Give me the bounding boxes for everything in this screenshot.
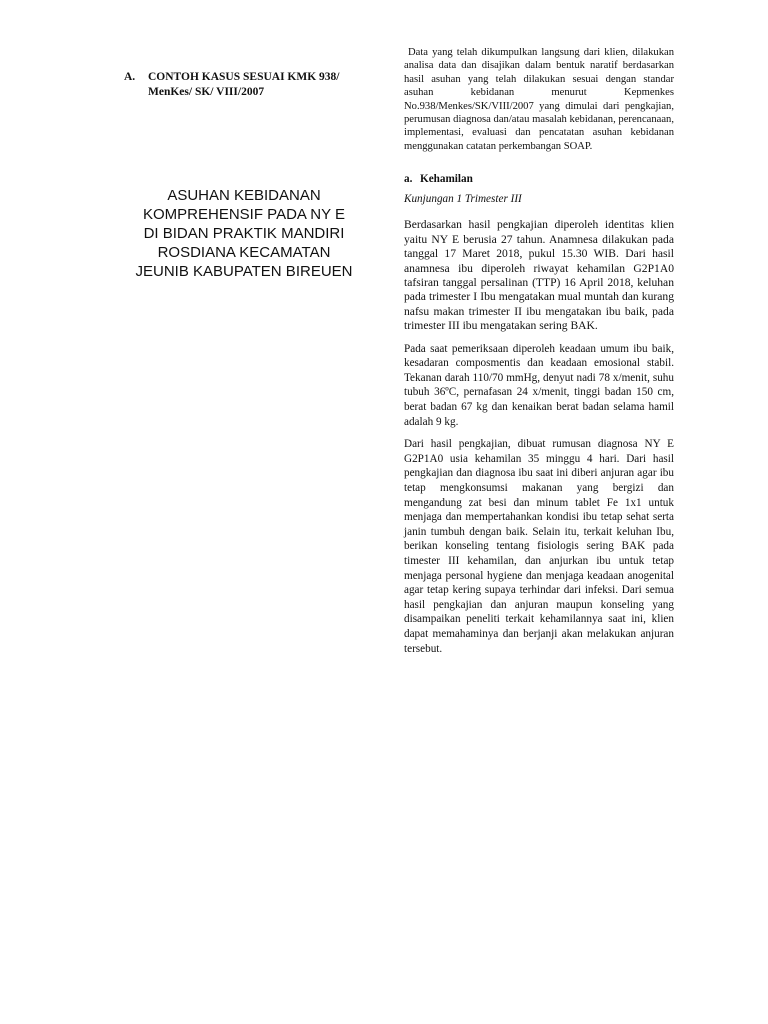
section-heading-line1: CONTOH KASUS SESUAI KMK 938/	[148, 71, 340, 83]
title-line: DI BIDAN PRAKTIK MANDIRI	[143, 225, 345, 242]
subsection-letter: a.	[404, 173, 413, 186]
title-line: ROSDIANA KECAMATAN	[157, 244, 331, 261]
document-title	[124, 186, 364, 281]
subsection-heading	[404, 173, 674, 187]
visit-label: Kunjungan 1 Trimester III	[404, 192, 522, 205]
section-heading-line2: MenKes/ SK/ VIII/2007	[148, 86, 265, 98]
right-column	[404, 46, 674, 666]
intro-paragraph: Data yang telah dikumpulkan langsung dari klien, dilakukan analisa data dan disajikan dalam bentuk naratif berdasarkan hasil asuhan yang telah dilakukan sesuai dengan standar asuhan kebidanan menurut Kepmenkes No.938/Menkes/SK/VIII/2007 yang dimulai dari pengkajian, perumusan diagnosa dan/atau masalah kebidanan, perencanaan, implementasi, evaluasi dan pencatatan asuhan kebidanan menggunakan catatan perkembangan SOAP.	[404, 47, 674, 152]
title-line: KOMPREHENSIF PADA NY E	[143, 206, 345, 223]
title-line: ASUHAN KEBIDANAN	[167, 187, 321, 204]
title-line: JEUNIB KABUPATEN BIREUEN	[135, 263, 353, 280]
body-paragraph-anamnesa: Berdasarkan hasil pengkajian diperoleh identitas klien yaitu NY E berusia 27 tahun. Anamnesa dilakukan pada tanggal 17 Maret 2018, pukul 15.30 WIB. Dari hasil anamnesa ibu diperoleh riwayat kehamilan G2P1A0 tafsiran tanggal persalinan (TTP) 16 April 2018, keluhan pada trimester I Ibu mengatakan mual muntah dan kurang nafsu makan trimester II ibu mengatakan ibu baik, pada trimester III ibu mengatakan sering BAK.	[404, 218, 674, 333]
section-letter: A.	[124, 71, 136, 83]
body-paragraph-diagnosa: Dari hasil pengkajian, dibuat rumusan diagnosa NY E G2P1A0 usia kehamilan 35 minggu 4 hari. Dari hasil pengkajian dan diagnosa ibu saat ini diberi anjuran agar ibu tetap mengkonsumsi makanan yang bergizi dan mengandung zat besi dan minum tablet Fe 1x1 untuk menjaga dan mempertahankan kondisi ibu tetap sehat serta janin tumbuh dengan baik. Selain itu, terkait keluhan Ibu, berikan konseling tentang fisiologis sering BAK pada timester III kehamilan, dan anjurkan ibu untuk tetap menjaga personal hygiene dan menjaga keadaan anogenital agar tetap kering supaya terhindar dari infeksi. Dari semua hasil pengkajian dan anjuran maupun konseling yang disampaikan peneliti terkait kehamilannya saat ini, klien dapat memahaminya dan berjanji akan melakukan anjuran tersebut.	[404, 438, 674, 655]
section-heading	[124, 70, 374, 100]
body-paragraph-pemeriksaan: Pada saat pemeriksaan diperoleh keadaan umum ibu baik, kesadaran composmentis dan keadaan emosional stabil. Tekanan darah 110/70 mmHg, denyut nadi 78 x/menit, suhu tubuh 36ºC, pernafasan 24 x/menit, tinggi badan 150 cm, berat badan 67 kg dan kenaikan berat badan selama hamil adalah 9 kg.	[404, 342, 674, 428]
subsection-title: Kehamilan	[420, 173, 473, 186]
